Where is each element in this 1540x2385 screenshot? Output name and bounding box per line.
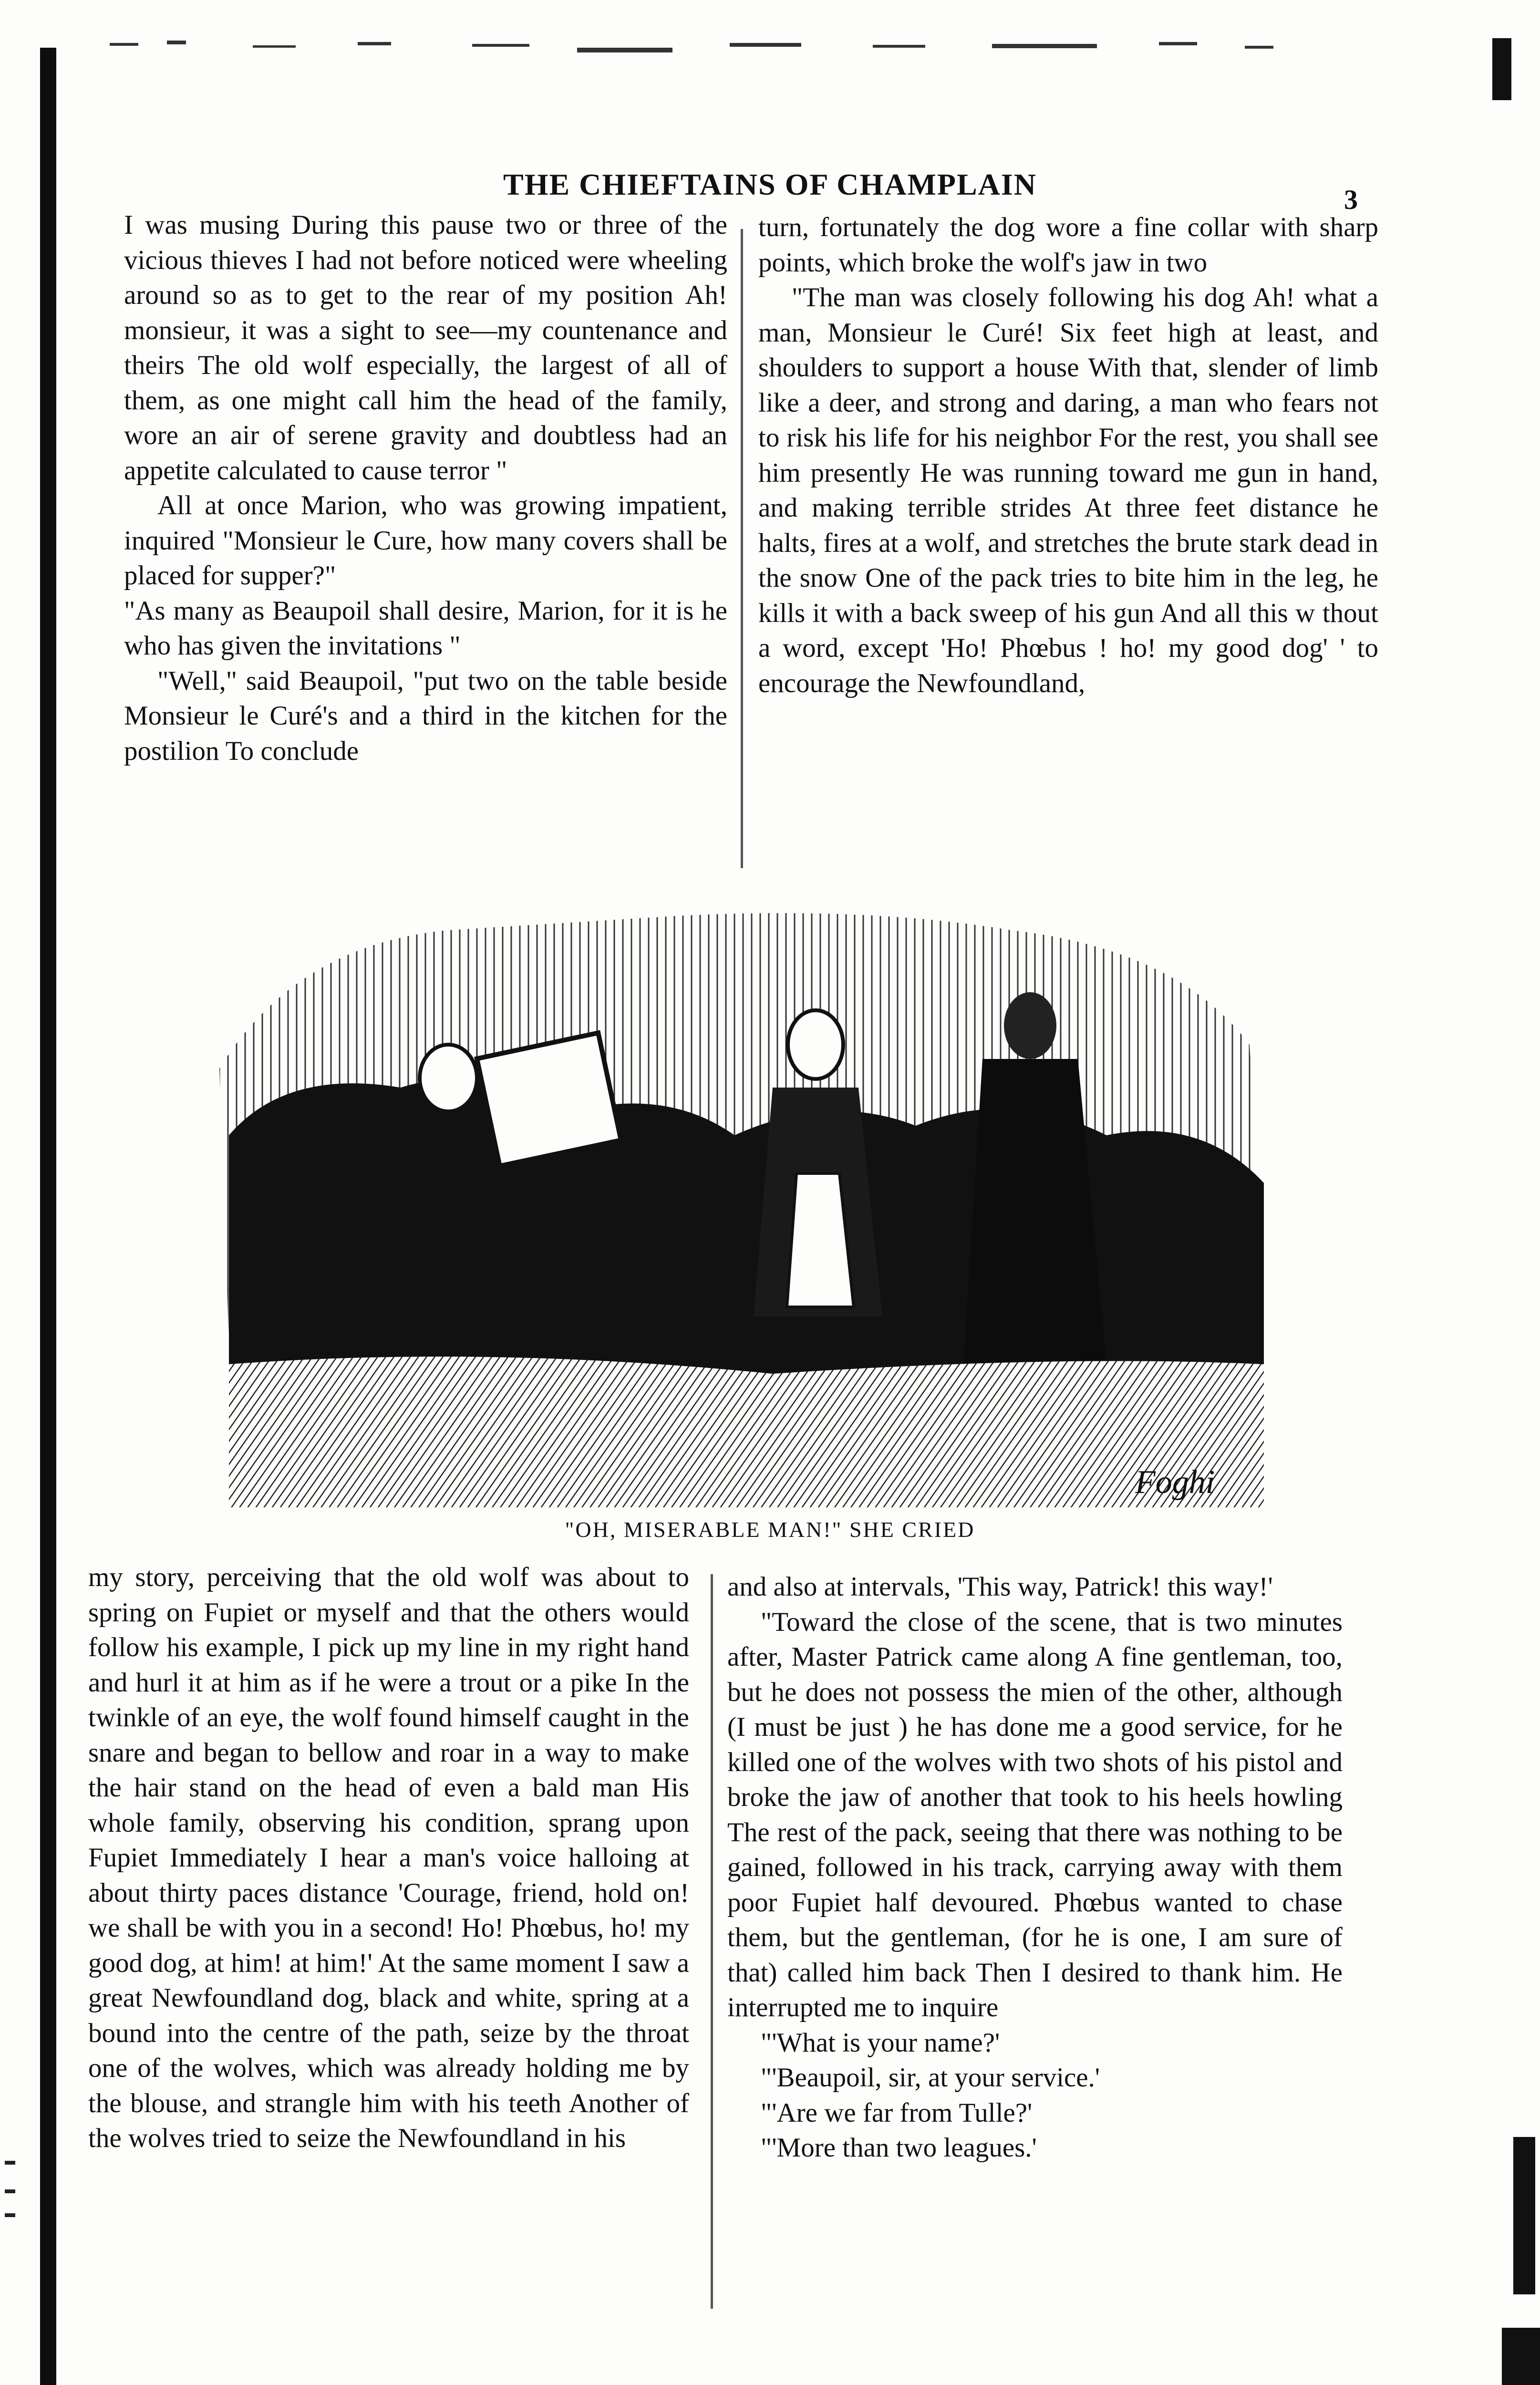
scan-edge-bar (1502, 2328, 1540, 2385)
column-bottom-left (88, 1560, 689, 2156)
figure-head-woman (788, 1010, 843, 1079)
artist-signature: Foghi (1135, 1464, 1215, 1501)
paragraph: "Well," said Beaupoil, "put two on the table beside Monsieur le Curé's and a third in the kitchen for the postilion To conclude (124, 665, 727, 766)
paragraph: and also at intervals, 'This way, Patrick! this way!' (727, 1572, 1273, 1602)
ground-hatching (229, 1357, 1264, 1507)
scan-edge-mark (5, 2213, 15, 2217)
paragraph: I was musing During this pause two or three of the vicious thieves I had not before noticed were wheeling around so as to get to the rear of my position Ah! monsieur, it was a sight to see—my countenance and theirs The old wolf especially, the largest of all of them, as one might call him the head of the family, wore an air of serene gravity and doubtless had an appetite calculated to cause terror " (124, 210, 727, 486)
paragraph: my story, perceiving that the old wolf was about to spring on Fupiet or myself and that the others would follow his example, I pick up my line in my right hand and hurl it at him as if he were a trout or a pike In the twinkle of an eye, the wolf found himself caught in the snare and began to bellow and roar in a way to make the hair stand on the head of even a bald man His whole family, observing his condition, sprang upon Fupiet Immediately I hear a man's voice halloing at about thirty paces distance 'Courage, friend, hold on! we shall be with you in a second! Ho! Phœbus, ho! my good dog, at him! at him!' At the same moment I saw a great Newfoundland dog, black and white, spring at a bound into the centre of the path, seize by the throat one of the wolves, which was already holding me by the blouse, and strangle him with his teeth Another of the wolves tried to seize the Newfoundland in his (88, 1562, 689, 2153)
paragraph: "'More than two leagues.' (761, 2133, 1037, 2163)
page-number: 3 (1344, 184, 1358, 215)
scan-edge-smudge (1492, 38, 1511, 100)
open-book (477, 1033, 621, 1166)
scan-edge-mark (5, 2161, 15, 2165)
scan-noise (110, 33, 1421, 62)
figure-head-left (420, 1045, 477, 1111)
column-divider (741, 229, 743, 868)
paragraph: "Toward the close of the scene, that is two minutes after, Master Patrick came along A fine gentleman, too, but he does not possess the mien of the other, although (I must be just ) he has done me a good service, for he killed one of the wolves with two shots of his pistol and broke the jaw of another that took to his heels howling The rest of the pack, seeing that there was nothing to be gained, followed in his track, carrying away with them poor Fupiet half devoured. Phœbus wanted to chase them, but the gentleman, (for he is one, I am sure of that) called him back Then I desired to thank him. He interrupted me to inquire (727, 1607, 1343, 2022)
running-title: THE CHIEFTAINS OF CHAMPLAIN (503, 167, 1037, 201)
figure-head-right (1004, 992, 1056, 1059)
paragraph: "'What is your name?' (761, 2027, 1000, 2058)
column-bottom-right (727, 1569, 1343, 2166)
column-top-right (758, 210, 1378, 701)
illustration-caption: "OH, MISERABLE MAN!" SHE CRIED (565, 1517, 975, 1542)
column-divider (711, 1574, 713, 2309)
paragraph: "The man was closely following his dog Ah! what a man, Monsieur le Curé! Six feet high at least, and shoulders to support a house With that, slender of limb like a deer, and strong and daring, a man who fears not to risk his life for his neighbor For the rest, you shall see him presently He was running toward me gun in hand, and making terrible strides At three feet distance he halts, fires at a wolf, and stretches the brute stark dead in the snow One of the pack tries to bite him in the leg, he kills it with a back sweep of his gun And all this w thout a word, except 'Ho! Phœbus ! ho! my good dog' ' to encourage the Newfoundland, (758, 282, 1378, 698)
scan-edge-bar (40, 48, 56, 2385)
column-top-left (124, 207, 727, 768)
paragraph: "As many as Beaupoil shall desire, Marion, for it is he who has given the invitations " (124, 595, 727, 661)
paragraph: "'Are we far from Tulle?' (761, 2097, 1033, 2128)
scan-edge-bar (1513, 2137, 1535, 2294)
engraving-illustration (200, 887, 1288, 1507)
scan-edge-mark (5, 2189, 15, 2193)
paragraph: All at once Marion, who was growing impatient, inquired "Monsieur le Cure, how many covers shall be placed for supper?" (124, 490, 727, 591)
paragraph: "'Beaupoil, sir, at your service.' (761, 2063, 1100, 2093)
paragraph: turn, fortunately the dog wore a fine collar with sharp points, which broke the wolf's jaw in two (758, 212, 1378, 278)
